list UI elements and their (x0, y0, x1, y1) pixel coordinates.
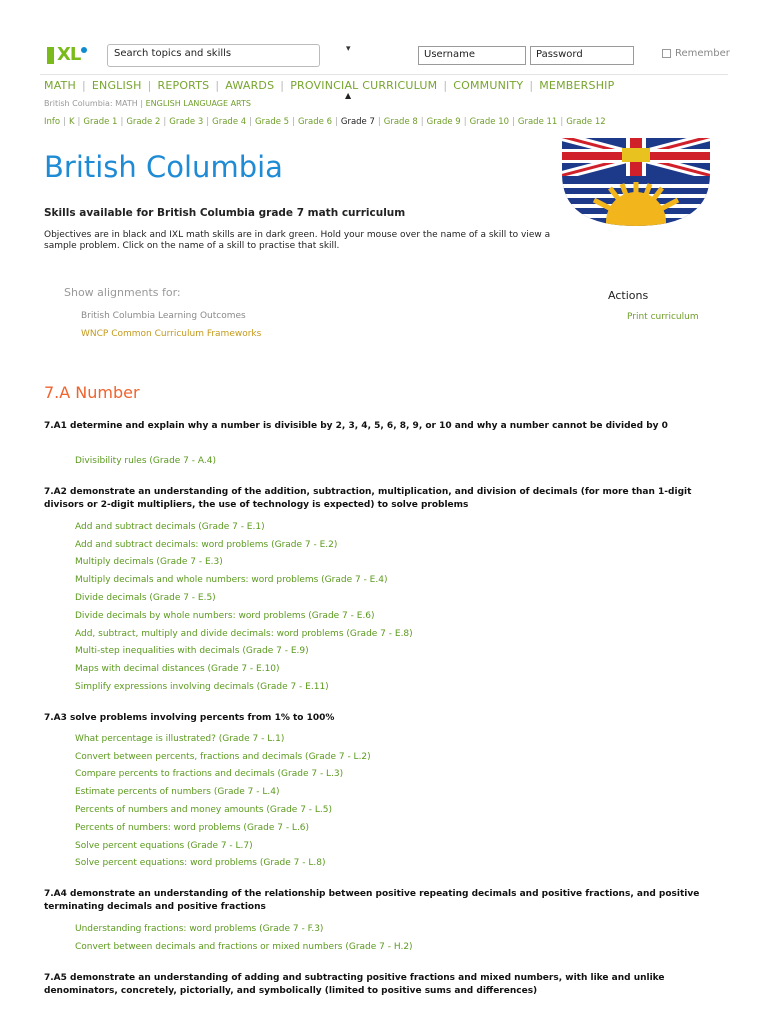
skill-link[interactable]: Divide decimals (Grade 7 - E.5) (75, 593, 216, 603)
objective-2: 7.A2 demonstrate an understanding of the addition, subtraction, multiplication, and division of decimals (for more than 1-digit divisors or 2-digit multipliers, the use of technology is expected) to solve problems (44, 486, 692, 510)
skill-link[interactable]: Percents of numbers: word problems (Grade 7 - L.6) (75, 822, 310, 833)
main-nav (44, 79, 614, 92)
grade-nav (44, 117, 606, 127)
nav-separator: | (147, 79, 152, 92)
print-curriculum-link[interactable]: Print curriculum (627, 312, 699, 322)
logo-text: XL (57, 44, 81, 65)
grade-link-grade-10[interactable]: Grade 10 (469, 117, 510, 127)
page-title: British Columbia (44, 150, 283, 184)
search-dropdown-icon[interactable]: ▾ (346, 44, 351, 54)
grade-link-grade-6[interactable]: Grade 6 (297, 117, 332, 127)
skill-link[interactable]: Multi-step inequalities with decimals (Grade 7 - E.9) (75, 646, 309, 657)
intro-text: Objectives are in black and IXL math skills are in dark green. Hold your mouse over the name of a skill to view a sample problem. Click on the name of a skill to practise that skill. (44, 230, 551, 251)
breadcrumb-subject[interactable]: MATH (115, 99, 138, 108)
breadcrumb-other[interactable]: ENGLISH LANGUAGE ARTS (145, 99, 251, 108)
skill-link[interactable]: Add and subtract decimals (Grade 7 - E.1) (75, 521, 265, 532)
grade-link-grade-8[interactable]: Grade 8 (383, 117, 418, 127)
skill-link[interactable]: Divisibility rules (Grade 7 - A.4) (75, 456, 216, 466)
objective-3: 7.A3 solve problems involving percents from 1% to 100% (44, 712, 335, 723)
nav-item-english[interactable]: ENGLISH (91, 79, 142, 92)
grade-separator: | (249, 117, 253, 127)
skill-link[interactable]: Add and subtract decimals: word problems (Grade 7 - E.2) (75, 539, 338, 550)
grade-separator: | (463, 117, 467, 127)
breadcrumb-province: British Columbia: (44, 99, 113, 108)
alignment-bc-outcomes[interactable]: British Columbia Learning Outcomes (81, 311, 246, 321)
grade-link-grade-12[interactable]: Grade 12 (566, 117, 606, 127)
skill-link[interactable]: Add, subtract, multiply and divide decimals: word problems (Grade 7 - E.8) (75, 628, 413, 639)
password-field[interactable]: Password (530, 46, 634, 65)
grade-link-grade-2[interactable]: Grade 2 (126, 117, 161, 127)
nav-separator: | (280, 79, 285, 92)
nav-item-provincial-curriculum[interactable]: PROVINCIAL CURRICULUM (290, 79, 438, 92)
section-title: 7.A Number (44, 383, 140, 402)
nav-item-community[interactable]: COMMUNITY (453, 79, 524, 92)
skill-link[interactable]: Understanding fractions: word problems (Grade 7 - F.3) (75, 924, 324, 935)
breadcrumb-sep: | (140, 99, 144, 108)
skill-link[interactable]: What percentage is illustrated? (Grade 7 - L.1) (75, 733, 285, 744)
skill-link[interactable]: Divide decimals by whole numbers: word problems (Grade 7 - E.6) (75, 610, 375, 621)
grade-separator: | (120, 117, 124, 127)
alignment-wncp[interactable]: WNCP Common Curriculum Frameworks (81, 329, 262, 339)
divider (40, 74, 728, 75)
grade-separator: | (334, 117, 338, 127)
skill-link[interactable]: Compare percents to fractions and decimals (Grade 7 - L.3) (75, 769, 344, 780)
grade-separator: | (377, 117, 381, 127)
breadcrumb (44, 99, 251, 108)
skill-link[interactable]: Maps with decimal distances (Grade 7 - E.10) (75, 664, 280, 675)
logo-bar-icon (47, 47, 54, 64)
nav-item-math[interactable]: MATH (44, 79, 76, 92)
search-input[interactable]: Search topics and skills (107, 44, 320, 67)
objective-4: 7.A4 demonstrate an understanding of the relationship between positive repeating decimals and positive fractions, and positive terminating decimals and positive fractions (44, 889, 700, 913)
curriculum-subtitle: Skills available for British Columbia grade 7 math curriculum (44, 207, 406, 219)
objective-5: 7.A5 demonstrate an understanding of adding and subtracting positive fractions and mixed numbers, with like and unlike denominators, concretely, pictorially, and symbolically (limited to positive sums and differences) (44, 972, 665, 996)
grade-link-grade-1[interactable]: Grade 1 (83, 117, 118, 127)
nav-separator: | (529, 79, 534, 92)
grade-link-grade-11[interactable]: Grade 11 (517, 117, 558, 127)
skill-link[interactable]: Percents of numbers and money amounts (Grade 7 - L.5) (75, 805, 333, 815)
grade-separator: | (420, 117, 424, 127)
bc-flag-emblem (560, 136, 712, 228)
remember-label: Remember (675, 48, 730, 59)
nav-item-membership[interactable]: MEMBERSHIP (539, 79, 615, 92)
top-bar (0, 0, 768, 75)
grade-separator: | (63, 117, 66, 127)
actions-heading: Actions (608, 289, 649, 302)
skill-link[interactable]: Estimate percents of numbers (Grade 7 - L.4) (75, 787, 280, 798)
show-alignments-label: Show alignments for: (64, 286, 181, 299)
nav-item-reports[interactable]: REPORTS (157, 79, 210, 92)
grade-separator: | (163, 117, 167, 127)
grade-separator: | (560, 117, 564, 127)
ixl-logo[interactable] (47, 44, 91, 66)
nav-separator: | (215, 79, 220, 92)
skill-link[interactable]: Solve percent equations: word problems (Grade 7 - L.8) (75, 858, 326, 869)
checkbox-icon[interactable] (662, 49, 671, 58)
grade-link-grade-4[interactable]: Grade 4 (212, 117, 247, 127)
grade-separator: | (77, 117, 81, 127)
skill-link[interactable]: Convert between percents, fractions and decimals (Grade 7 - L.2) (75, 751, 371, 762)
remember-checkbox[interactable] (662, 48, 730, 59)
skill-link[interactable]: Simplify expressions involving decimals (Grade 7 - E.11) (75, 682, 329, 692)
nav-separator: | (81, 79, 86, 92)
nav-item-awards[interactable]: AWARDS (225, 79, 275, 92)
skill-link[interactable]: Multiply decimals (Grade 7 - E.3) (75, 557, 223, 568)
grade-link-info[interactable]: Info (44, 117, 61, 127)
grade-link-grade-3[interactable]: Grade 3 (169, 117, 204, 127)
grade-link-grade-7[interactable]: Grade 7 (340, 117, 375, 127)
username-field[interactable]: Username (418, 46, 526, 65)
skill-link[interactable]: Solve percent equations (Grade 7 - L.7) (75, 840, 253, 851)
grade-separator: | (512, 117, 515, 127)
logo-dot-icon (81, 47, 87, 53)
nav-separator: | (443, 79, 448, 92)
grade-link-grade-9[interactable]: Grade 9 (426, 117, 461, 127)
skill-link[interactable]: Convert between decimals and fractions or mixed numbers (Grade 7 - H.2) (75, 942, 413, 952)
grade-separator: | (292, 117, 295, 127)
caret-up-icon: ▲ (345, 91, 352, 100)
grade-link-k[interactable]: K (68, 117, 75, 127)
grade-link-grade-5[interactable]: Grade 5 (255, 117, 290, 127)
grade-separator: | (206, 117, 210, 127)
skill-link[interactable]: Multiply decimals and whole numbers: word problems (Grade 7 - E.4) (75, 575, 388, 586)
objective-1: 7.A1 determine and explain why a number is divisible by 2, 3, 4, 5, 6, 8, 9, or 10 and why a number cannot be divided by 0 (44, 421, 668, 431)
